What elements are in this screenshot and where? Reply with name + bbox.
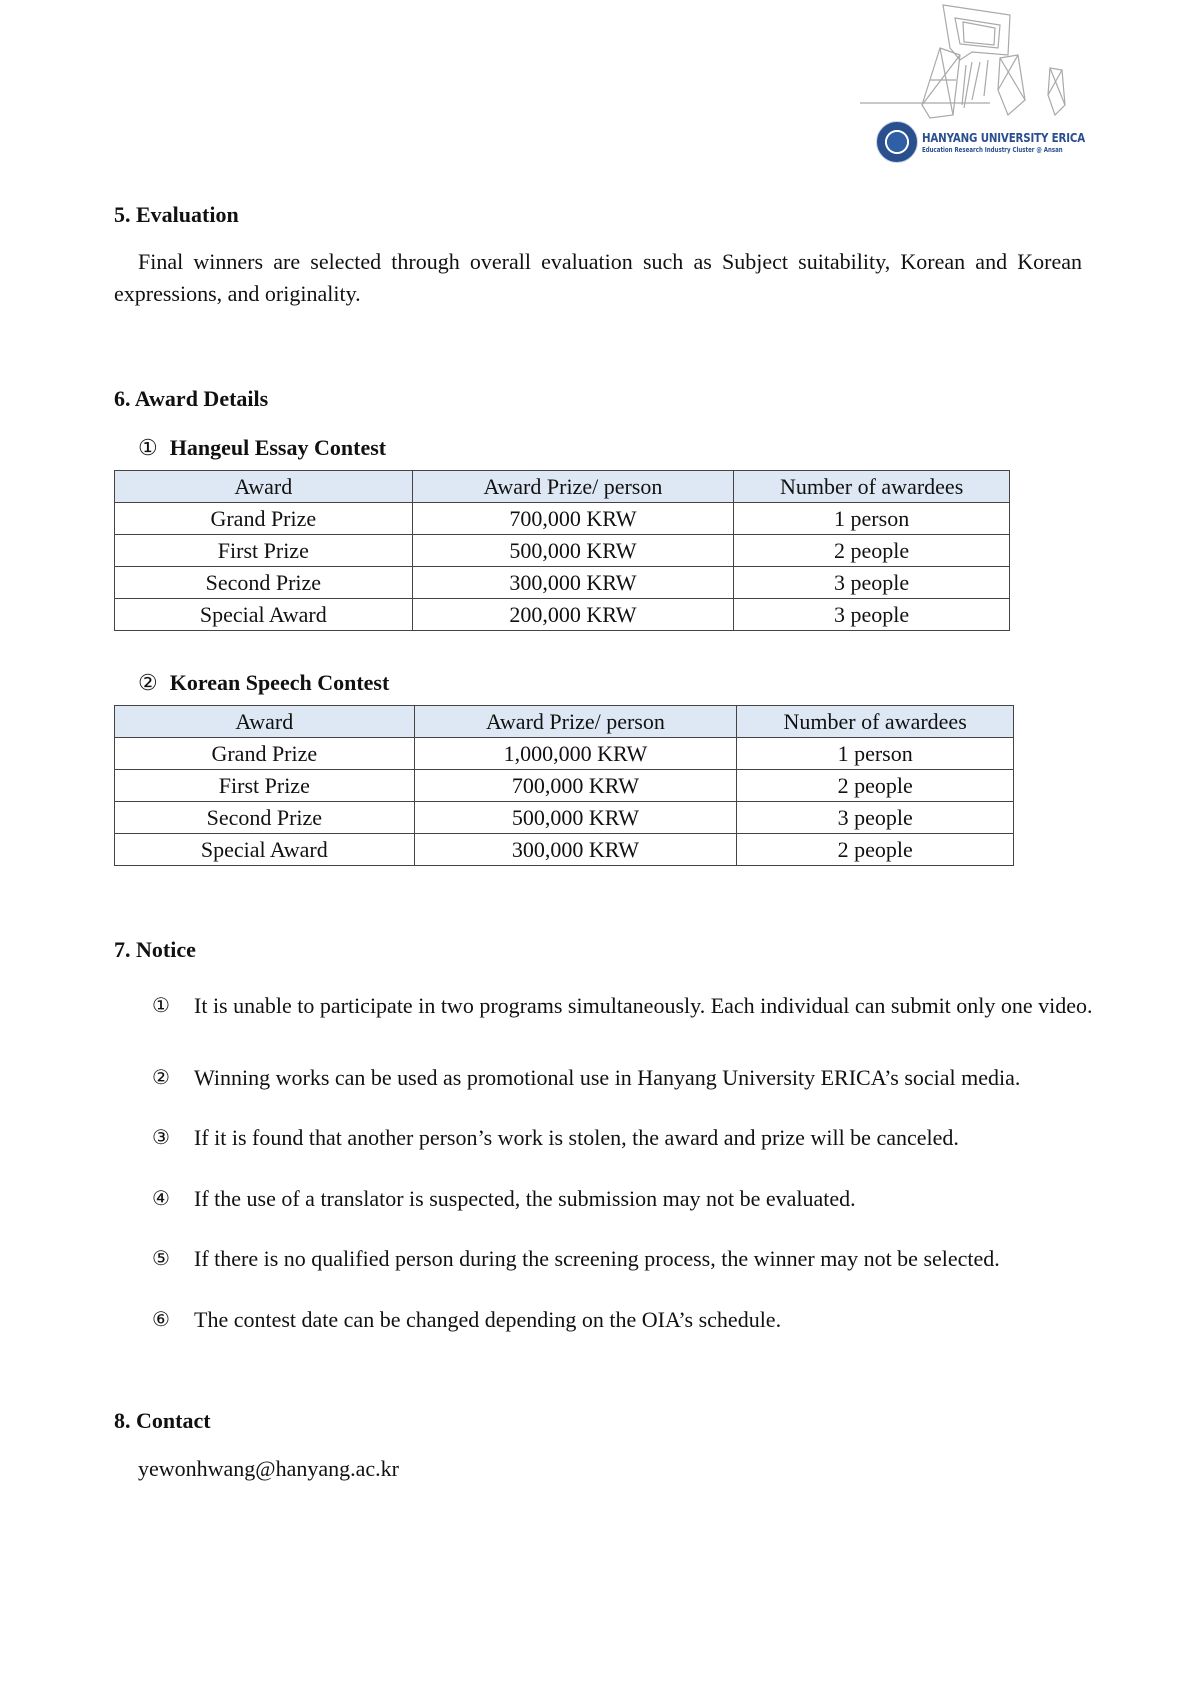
contact-email[interactable]: yewonhwang@hanyang.ac.kr bbox=[138, 1456, 399, 1481]
award-prize: 300,000 KRW bbox=[414, 834, 737, 866]
awardee-count: 3 people bbox=[734, 567, 1010, 599]
award-prize: 1,000,000 KRW bbox=[414, 738, 737, 770]
logo-subtitle: Education Research Industry Cluster @ Ansan bbox=[922, 146, 1063, 154]
column-header-prize: Award Prize/ person bbox=[412, 471, 734, 503]
awardee-count: 3 people bbox=[737, 802, 1014, 834]
award-name: First Prize bbox=[115, 770, 415, 802]
awardee-count: 2 people bbox=[737, 834, 1014, 866]
notice-item bbox=[152, 1062, 1102, 1094]
award-name: Grand Prize bbox=[115, 503, 413, 535]
table-header-row bbox=[115, 471, 1010, 503]
speech-award-table bbox=[114, 705, 1014, 866]
notice-text: If the use of a translator is suspected, the submission may not be evaluated. bbox=[194, 1186, 856, 1211]
table-row bbox=[115, 503, 1010, 535]
table-header-row bbox=[115, 706, 1014, 738]
contact-heading: 8. Contact bbox=[114, 1408, 211, 1433]
notice-item bbox=[152, 990, 1102, 1022]
award-name: Grand Prize bbox=[115, 738, 415, 770]
table-row bbox=[115, 738, 1014, 770]
award-name: Special Award bbox=[115, 834, 415, 866]
award-name: First Prize bbox=[115, 535, 413, 567]
table-row bbox=[115, 770, 1014, 802]
notice-item bbox=[152, 1183, 1102, 1215]
university-seal-icon bbox=[876, 121, 918, 163]
awardee-count: 3 people bbox=[734, 599, 1010, 631]
notice-number: ③ bbox=[152, 1127, 170, 1149]
award-prize: 700,000 KRW bbox=[412, 503, 734, 535]
table-row bbox=[115, 802, 1014, 834]
awardee-count: 1 person bbox=[737, 738, 1014, 770]
award-prize: 500,000 KRW bbox=[414, 802, 737, 834]
notice-item bbox=[152, 1243, 1102, 1275]
contest-number: ① bbox=[138, 435, 158, 460]
notice-text: If there is no qualified person during the screening process, the winner may not be selected. bbox=[194, 1246, 1000, 1271]
awardee-count: 1 person bbox=[734, 503, 1010, 535]
evaluation-heading: 5. Evaluation bbox=[114, 202, 239, 227]
award-prize: 500,000 KRW bbox=[412, 535, 734, 567]
award-name: Second Prize bbox=[115, 802, 415, 834]
awardee-count: 2 people bbox=[737, 770, 1014, 802]
column-header-awardees: Number of awardees bbox=[734, 471, 1010, 503]
column-header-awardees: Number of awardees bbox=[737, 706, 1014, 738]
award-name: Second Prize bbox=[115, 567, 413, 599]
table-row bbox=[115, 834, 1014, 866]
contest-title: Hangeul Essay Contest bbox=[169, 435, 387, 460]
column-header-award: Award bbox=[115, 471, 413, 503]
contest-number: ② bbox=[138, 670, 158, 695]
evaluation-body: Final winners are selected through overall evaluation such as Subject suitability, Korean and Korean expressions, and originality. bbox=[114, 249, 1082, 306]
notice-item bbox=[152, 1304, 1102, 1336]
award-details-heading: 6. Award Details bbox=[114, 386, 269, 411]
notice-text: If it is found that another person’s work is stolen, the award and prize will be canceled. bbox=[194, 1125, 959, 1150]
column-header-award: Award bbox=[115, 706, 415, 738]
notice-number: ⑥ bbox=[152, 1309, 170, 1331]
contest-title-essay bbox=[138, 435, 386, 461]
notice-text: It is unable to participate in two programs simultaneously. Each individual can submit only one video. bbox=[194, 993, 1093, 1018]
award-prize: 200,000 KRW bbox=[412, 599, 734, 631]
notice-text: Winning works can be used as promotional use in Hanyang University ERICA’s social media. bbox=[194, 1065, 1021, 1090]
contest-title-speech bbox=[138, 670, 389, 696]
notice-number: ④ bbox=[152, 1188, 170, 1210]
campus-building-sketch-icon bbox=[860, 0, 1100, 120]
contest-title: Korean Speech Contest bbox=[169, 670, 390, 695]
notice-text: The contest date can be changed depending on the OIA’s schedule. bbox=[194, 1307, 782, 1332]
university-logo bbox=[860, 0, 1100, 170]
award-prize: 700,000 KRW bbox=[414, 770, 737, 802]
essay-award-table bbox=[114, 470, 1010, 631]
table-row bbox=[115, 567, 1010, 599]
table-row bbox=[115, 535, 1010, 567]
awardee-count: 2 people bbox=[734, 535, 1010, 567]
logo-title: HANYANG UNIVERSITY ERICA bbox=[922, 130, 1085, 145]
award-name: Special Award bbox=[115, 599, 413, 631]
notice-heading: 7. Notice bbox=[114, 937, 196, 962]
notice-number: ② bbox=[152, 1067, 170, 1089]
column-header-prize: Award Prize/ person bbox=[414, 706, 737, 738]
notice-number: ① bbox=[152, 995, 170, 1017]
notice-item bbox=[152, 1122, 1102, 1154]
award-prize: 300,000 KRW bbox=[412, 567, 734, 599]
notice-number: ⑤ bbox=[152, 1248, 170, 1270]
table-row bbox=[115, 599, 1010, 631]
